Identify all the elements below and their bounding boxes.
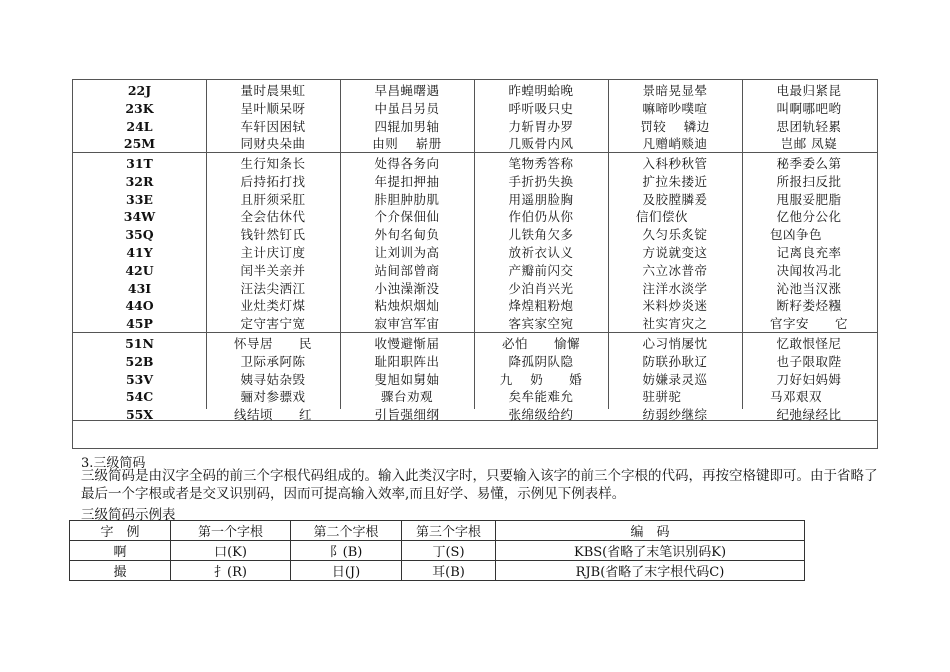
key-code: 52B xyxy=(125,353,154,369)
table-cell: 用遥朋脸胸 xyxy=(508,191,574,207)
table-cell: 及胶膛膦爰 xyxy=(642,191,708,207)
table-cell: 口(K) xyxy=(171,541,291,561)
table-cell: 收慢避惭届 xyxy=(374,336,440,351)
table-cell: 小浊澡渐没 xyxy=(374,280,440,296)
table-cell: 刀好妇妈姆 xyxy=(776,371,842,387)
table-cell: 马邓艰双 xyxy=(769,389,848,405)
table-cell: 叫啊哪吧哟 xyxy=(776,100,842,116)
table-group-1 xyxy=(73,80,877,153)
table-cell: 扩拉朱搂近 xyxy=(642,173,708,189)
table-cell: 社实宵灾之 xyxy=(642,316,708,332)
header-cell: 字 例 xyxy=(70,521,171,541)
table-cell: 六立冰普帝 xyxy=(642,262,708,278)
header-cell: 第二个字根 xyxy=(291,521,402,541)
table-cell: 外旬名甸负 xyxy=(374,227,440,243)
table-cell: 四辊加男轴 xyxy=(374,118,440,134)
table-cell: 笔物秀答称 xyxy=(508,156,574,171)
table-cell: 丁(S) xyxy=(402,541,496,561)
table-row xyxy=(73,135,877,152)
key-code: 42U xyxy=(125,262,154,278)
table-cell: 手折扔失换 xyxy=(508,173,574,189)
table-cell: 胩胆肿肋肌 xyxy=(374,191,440,207)
table-cell: 站间部曾商 xyxy=(374,262,440,278)
table-cell: 岂邮 凤嶷 xyxy=(780,136,838,152)
table-row xyxy=(73,244,877,261)
table-cell: 闰半关亲并 xyxy=(240,262,306,278)
table-cell: 早昌蝇曙遇 xyxy=(374,83,440,98)
table-cell: 扌(R) xyxy=(171,561,291,581)
table-cell: 卫际承阿陈 xyxy=(240,353,306,369)
key-code: 51N xyxy=(125,336,154,351)
table-cell: 处得各务向 xyxy=(374,156,440,171)
example-table-row xyxy=(70,541,805,561)
paragraph: 三级简码是由汉字全码的前三个字根代码组成的。输入此类汉字时，只要输入该字的前三个字根的代码，再按空格键即可。由于省略了最后一个字根或者是交叉识别码，因而可提高输入效率,而且好学、易懂，示例见下例表样。 xyxy=(81,468,878,502)
table-cell: 车轩因困轼 xyxy=(240,118,306,134)
table-row xyxy=(73,315,877,332)
table-cell: 妨嫌录灵巡 xyxy=(642,371,708,387)
key-code: 32R xyxy=(125,173,154,189)
table-cell: 呼听吸只史 xyxy=(508,100,574,116)
table-cell: 米料炒炎迷 xyxy=(642,298,708,314)
table-row xyxy=(73,335,877,352)
key-code: 25M xyxy=(123,136,156,152)
key-code: 24L xyxy=(126,118,153,134)
table-cell: 信们偿伙 xyxy=(635,209,714,225)
key-code: 22J xyxy=(127,83,152,98)
table-cell: 思团轨轻累 xyxy=(776,118,842,134)
table-cell: 少泊肖兴光 xyxy=(508,280,574,296)
table-row xyxy=(73,406,877,423)
table-cell: 儿铁角欠多 xyxy=(508,227,574,243)
table-cell: 注洋水淡学 xyxy=(642,280,708,296)
table-row xyxy=(73,208,877,225)
table-cell: 烽煌粗粉炮 xyxy=(508,298,574,314)
key-code: 43I xyxy=(127,280,152,296)
table-cell: RJB(省略了末字根代码C) xyxy=(496,561,805,581)
table-cell: 昨蝗明蛤晚 xyxy=(508,83,574,98)
table-row xyxy=(73,226,877,243)
table-cell: 主计庆订度 xyxy=(240,245,306,260)
table-row xyxy=(73,297,877,314)
table-row xyxy=(73,191,877,208)
example-table-row xyxy=(70,561,805,581)
table-row xyxy=(73,118,877,135)
table-cell: 方说就变这 xyxy=(642,245,708,260)
table-cell: 张绵级给约 xyxy=(508,407,574,423)
key-code: 41Y xyxy=(126,245,153,260)
table-cell: 也子限取陛 xyxy=(776,353,842,369)
key-code: 31T xyxy=(126,156,153,171)
table-row xyxy=(73,100,877,117)
table-cell: 降孤阴队隐 xyxy=(508,353,574,369)
table-cell: 让刘训为高 xyxy=(374,245,440,260)
table-row xyxy=(73,155,877,172)
table-cell: 心习悄屡忱 xyxy=(642,336,708,351)
table-cell: 呈叶顺呆呀 xyxy=(240,100,306,116)
table-cell: 骊对参骠戏 xyxy=(240,389,306,405)
table-cell: 亿他分公化 xyxy=(776,209,842,225)
table-cell: 景暗晃显晕 xyxy=(642,83,708,98)
table-cell: 怀导居 民 xyxy=(233,336,312,351)
table-cell: 矣牟能难允 xyxy=(508,389,574,405)
table-cell: 线结顷 红 xyxy=(233,407,312,423)
table-cell: 年提扣押抽 xyxy=(374,173,440,189)
key-code: 34W xyxy=(123,209,156,225)
table-row xyxy=(73,280,877,297)
table-cell: 耳(B) xyxy=(402,561,496,581)
table-cell: 所报扫反批 xyxy=(776,173,842,189)
table-cell: 业灶类灯煤 xyxy=(240,298,306,314)
table-row xyxy=(73,262,877,279)
table-cell: 汪法尖洒江 xyxy=(240,280,306,296)
table-cell: 客宾家空宛 xyxy=(508,316,574,332)
table-row xyxy=(73,353,877,370)
key-code: 35Q xyxy=(125,227,154,243)
table-cell: 同财央朵曲 xyxy=(240,136,306,152)
section-title: 3.三级简码 xyxy=(81,456,146,471)
table-row xyxy=(73,173,877,190)
table-cell: KBS(省略了末笔识别码K) xyxy=(496,541,805,561)
table-cell: 驻骈驼 xyxy=(642,389,708,405)
table-cell: 纺弱纱继综 xyxy=(642,407,708,423)
table-cell: 撮 xyxy=(70,561,171,581)
example-caption: 三级简码示例表 xyxy=(81,507,176,523)
table-cell: 纪弛绿经比 xyxy=(776,407,842,423)
table-cell: 骤台劝观 xyxy=(380,389,433,405)
table-cell: 中虽吕另员 xyxy=(374,100,440,116)
table-cell: 决闻妆冯北 xyxy=(776,262,842,278)
table-row xyxy=(73,371,877,388)
table-cell: 记离良充率 xyxy=(776,245,842,260)
key-code: 45P xyxy=(126,316,153,332)
table-cell: 电最归紧昆 xyxy=(776,83,842,98)
table-cell: 力斩胃办罗 xyxy=(508,118,574,134)
table-cell: 几贩骨内风 xyxy=(508,136,574,152)
table-cell: 甩服妥肥脂 xyxy=(776,191,842,207)
table-cell: 引旨强细纲 xyxy=(374,407,440,423)
key-code: 44O xyxy=(125,298,154,314)
table-cell: 阝(B) xyxy=(291,541,402,561)
example-table-header xyxy=(70,521,805,541)
table-cell: 包凶争色 xyxy=(769,227,848,243)
table-cell: 九 奶 婚 xyxy=(499,371,583,387)
table-cell: 必怕 愉懈 xyxy=(501,336,580,351)
table-cell: 量时晨果虹 xyxy=(240,83,306,98)
table-cell: 嘛啼吵噗喧 xyxy=(642,100,708,116)
table-cell: 凡赠峭赕迪 xyxy=(642,136,708,152)
table-cell: 寂审宫军宙 xyxy=(374,316,440,332)
table-row xyxy=(73,388,877,405)
table-cell: 定守害宁宽 xyxy=(240,316,306,332)
table-cell: 日(J) xyxy=(291,561,402,581)
table-group-3 xyxy=(73,333,877,421)
table-cell: 啊 xyxy=(70,541,171,561)
header-cell: 第一个字根 xyxy=(171,521,291,541)
table-cell: 忆敢恨怪尼 xyxy=(776,336,842,351)
table-cell: 由则 崭册 xyxy=(372,136,442,152)
table-cell: 粘烛炽烟灿 xyxy=(374,298,440,314)
table-cell: 个介保佃仙 xyxy=(374,209,440,225)
table-group-2 xyxy=(73,153,877,333)
key-code: 55X xyxy=(125,407,154,423)
table-cell: 耻阳职阵出 xyxy=(374,353,440,369)
table-cell: 秘季委么第 xyxy=(776,156,842,171)
key-code: 54C xyxy=(125,389,154,405)
simple-code-table xyxy=(72,79,878,449)
table-cell: 后持拓打找 xyxy=(240,173,306,189)
table-cell: 钱针然钉氏 xyxy=(240,227,306,243)
table-cell: 生行知条长 xyxy=(240,156,306,171)
table-cell: 防联孙耿辽 xyxy=(642,353,708,369)
table-cell: 全会估休代 xyxy=(240,209,306,225)
key-code: 53V xyxy=(125,371,154,387)
header-cell: 第三个字根 xyxy=(402,521,496,541)
key-code: 23K xyxy=(125,100,154,116)
table-cell: 姨寻姑杂毁 xyxy=(240,371,306,387)
table-cell: 官字安 它 xyxy=(769,316,848,332)
table-cell: 产瓣前闪交 xyxy=(508,262,574,278)
table-cell: 作伯仍从你 xyxy=(508,209,574,225)
table-cell: 入科秒秋管 xyxy=(642,156,708,171)
table-cell: 久匀乐炙锭 xyxy=(642,227,708,243)
table-cell: 罚较 辚边 xyxy=(640,118,710,134)
table-cell: 沁池当汉涨 xyxy=(776,280,842,296)
table-row xyxy=(73,82,877,99)
table-cell: 断籽娄烃糨 xyxy=(776,298,842,314)
table-cell: 且肝须采肛 xyxy=(240,191,306,207)
key-code: 33E xyxy=(126,191,153,207)
example-table xyxy=(69,520,805,581)
header-cell: 编 码 xyxy=(496,521,805,541)
table-cell: 放祈衣认义 xyxy=(508,245,574,260)
table-cell: 叟旭如舅妯 xyxy=(374,371,440,387)
